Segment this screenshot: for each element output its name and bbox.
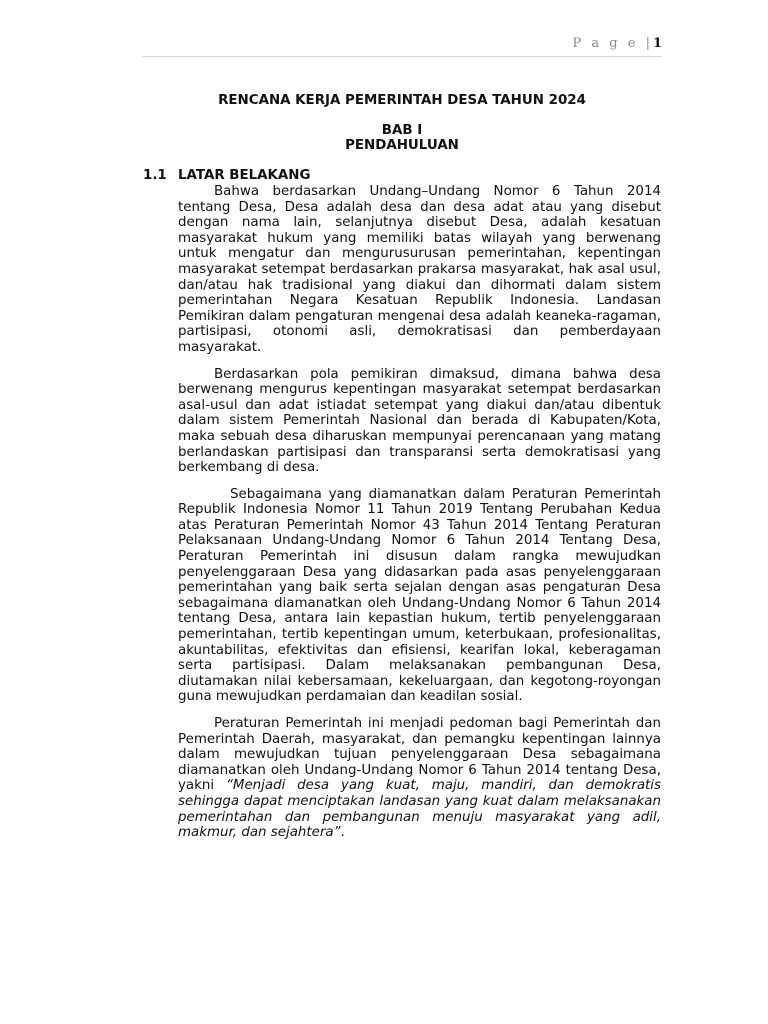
section-number: 1.1 <box>143 168 167 183</box>
paragraph: Berdasarkan pola pemikiran dimaksud, dimana bahwa desa berwenang mengurus kepentingan masyarakat setempat berdasarkan asal-usul dan adat istiadat setempat yang diakui dan/atau dibentuk dalam sistem Pemerintah Nasional dan berada di Kabupaten/Kota, maka sebuah desa diharuskan mempunyai perencanaan yang matang berlandaskan partisipasi dan transparansi serta demokratisasi yang berkembang di desa. <box>178 366 661 476</box>
page-header <box>142 36 662 57</box>
page-number: 1 <box>652 36 662 51</box>
paragraph <box>178 716 661 841</box>
paragraph-lead: Peraturan Pemerintah ini menjadi pedoman bagi Pemerintah dan Pemerintah Daerah, masyarakat, dan pemangku kepentingan lainnya dalam mewujudkan tujuan penyelenggaraan Desa sebagaimana diamanatkan oleh Undang-Undang Nomor 6 Tahun 2014 tentang Desa, yakni <box>178 716 661 794</box>
section-heading <box>143 168 310 183</box>
section-title: LATAR BELAKANG <box>178 168 311 183</box>
paragraph: Bahwa berdasarkan Undang–Undang Nomor 6 Tahun 2014 tentang Desa, Desa adalah desa dan desa adat atau yang disebut dengan nama lain, selanjutnya disebut Desa, adalah kesatuan masyarakat hukum yang memiliki batas wilayah yang berwenang untuk mengatur dan mengurusurusan pemerintahan, kepentingan masyarakat setempat berdasarkan prakarsa masyarakat, hak asal usul, dan/atau hak tradisional yang diakui dan dihormati dalam sistem pemerintahan Negara Kesatuan Republik Indonesia. Landasan Pemikiran dalam pengaturan mengenai desa adalah keaneka-ragaman, partisipasi, otonomi asli, demokratisasi dan pemberdayaan masyarakat. <box>178 184 661 355</box>
document-title: RENCANA KERJA PEMERINTAH DESA TAHUN 2024 <box>218 93 586 108</box>
chapter-title: PENDAHULUAN <box>345 138 459 153</box>
page-label: P a g e | <box>572 36 653 51</box>
paragraph: Sebagaimana yang diamanatkan dalam Peraturan Pemerintah Republik Indonesia Nomor 11 Tahun 2019 Tentang Perubahan Kedua atas Peraturan Pemerintah Nomor 43 Tahun 2014 Tentang Peraturan Pelaksanaan Undang-Undang Nomor 6 Tahun 2014 Tentang Desa, Peraturan Pemerintah ini disusun dalam rangka mewujudkan penyelenggaraan Desa yang didasarkan pada asas penyelenggaraan pemerintahan yang baik serta sejalan dengan asas pengaturan Desa sebagaimana diamanatkan oleh Undang-Undang Nomor 6 Tahun 2014 tentang Desa, antara lain kepastian hukum, tertib penyelenggaraan pemerintahan, tertib kepentingan umum, keterbukaan, profesionalitas, akuntabilitas, efektivitas dan efisiensi, kearifan lokal, keberagaman serta partisipasi. Dalam melaksanakan pembangunan Desa, diutamakan nilai kebersamaan, kekeluargaan, dan kegotong-royongan guna mewujudkan perdamaian dan keadilan sosial. <box>178 486 661 705</box>
chapter-label: BAB I <box>381 123 423 138</box>
vision-quote: “Menjadi desa yang kuat, maju, mandiri, dan demokratis sehingga dapat menciptakan landasan yang kuat dalam melaksanakan pemerintahan dan pembangunan menuju masyarakat yang adil, makmur, dan sejahtera” <box>178 778 661 841</box>
paragraph-tail: . <box>340 825 345 841</box>
document-body <box>178 184 661 852</box>
